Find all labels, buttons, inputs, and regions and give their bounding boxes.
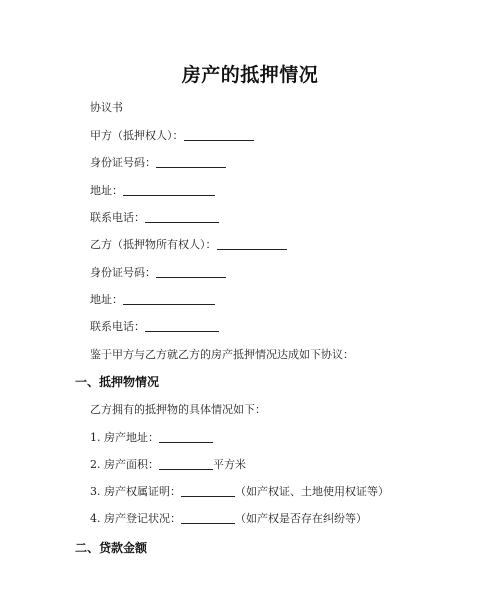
property-area-label: 2. 房产面积： <box>90 458 159 471</box>
property-area-unit: 平方米 <box>213 458 246 471</box>
section2-heading: 二、贷款金额 <box>75 541 148 555</box>
property-address-label: 1. 房产地址： <box>90 431 159 444</box>
party-b-id-blank <box>156 266 226 278</box>
property-registration-line <box>90 512 367 526</box>
property-registration-blank <box>181 512 235 524</box>
party-b-address-label: 地址： <box>90 293 123 306</box>
property-area-blank <box>159 458 213 470</box>
party-b-address-blank <box>123 293 215 305</box>
party-a-phone-blank <box>145 211 219 223</box>
party-a-id-blank <box>156 156 226 168</box>
property-address-blank <box>159 431 213 443</box>
property-registration-label: 4. 房产登记状况： <box>90 512 181 525</box>
party-a-address-line <box>90 184 215 198</box>
property-title-blank <box>181 485 235 497</box>
property-registration-note: （如产权是否存在纠纷等） <box>235 512 367 525</box>
party-a-line <box>90 129 254 143</box>
property-address-line <box>90 431 213 445</box>
party-b-phone-label: 联系电话： <box>90 320 145 333</box>
party-a-phone-label: 联系电话： <box>90 211 145 224</box>
party-b-line <box>90 238 287 252</box>
party-a-phone-line <box>90 211 219 225</box>
section1-intro: 乙方拥有的抵押物的具体情况如下： <box>90 403 266 416</box>
property-title-line <box>90 485 389 499</box>
section1-heading: 一、抵押物情况 <box>75 375 160 389</box>
party-a-address-blank <box>123 184 215 196</box>
party-a-id-label: 身份证号码： <box>90 156 156 169</box>
preamble: 鉴于甲方与乙方就乙方的房产抵押情况达成如下协议： <box>90 348 354 361</box>
property-area-line <box>90 458 246 472</box>
party-a-address-label: 地址： <box>90 184 123 197</box>
document-intro: 协议书 <box>90 101 123 114</box>
party-b-blank <box>217 238 287 250</box>
document-title: 房产的抵押情况 <box>181 64 319 86</box>
party-b-label: 乙方（抵押物所有权人）： <box>90 238 217 251</box>
party-b-id-line <box>90 266 226 280</box>
party-a-label: 甲方（抵押权人）： <box>90 129 184 142</box>
property-title-label: 3. 房产权属证明： <box>90 485 181 498</box>
party-a-blank <box>184 129 254 141</box>
party-b-phone-line <box>90 320 219 334</box>
party-b-phone-blank <box>145 320 219 332</box>
party-a-id-line <box>90 156 226 170</box>
party-b-address-line <box>90 293 215 307</box>
party-b-id-label: 身份证号码： <box>90 266 156 279</box>
property-title-note: （如产权证、土地使用权证等） <box>235 485 389 498</box>
